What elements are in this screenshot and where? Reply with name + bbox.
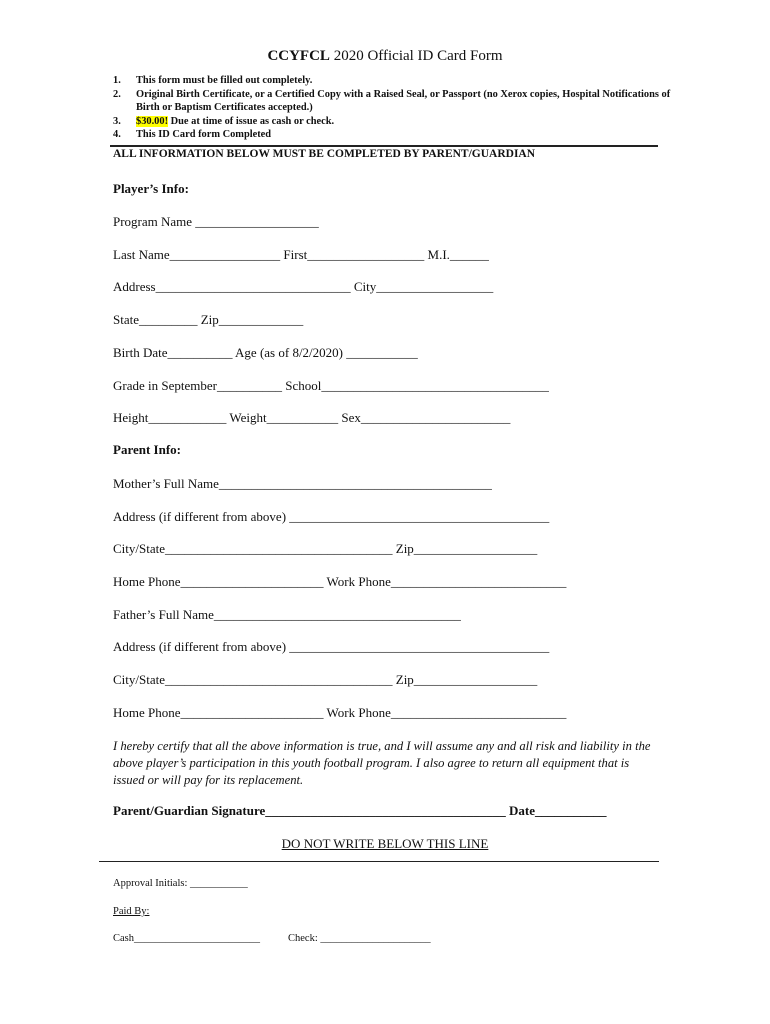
instruction-item: 3. $30.00! Due at time of issue as cash or check. <box>113 115 335 127</box>
fee-highlight: $30.00! <box>136 115 169 127</box>
all-info-notice: ALL INFORMATION BELOW MUST BE COMPLETED BY PARENT/GUARDIAN <box>113 148 536 160</box>
parent-info-heading: Parent Info: <box>113 442 182 457</box>
instruction-item: 4. This ID Card form Completed <box>113 129 272 140</box>
height-weight-sex-field[interactable]: Height____________ Weight___________ Sex_______________________ <box>113 410 511 425</box>
mother-city-zip-field[interactable]: City/State___________________________________ Zip___________________ <box>113 541 538 556</box>
player-address-field[interactable]: Address______________________________ City__________________ <box>113 279 494 294</box>
top-divider <box>110 145 658 147</box>
form-title-org: CCYFCL <box>267 48 330 64</box>
form-title-text: 2020 Official ID Card Form <box>329 48 503 64</box>
mother-address-field[interactable]: Address (if different from above) ________________________________________ <box>113 509 550 524</box>
birth-date-age-field[interactable]: Birth Date__________ Age (as of 8/2/2020) ___________ <box>113 345 418 360</box>
approval-initials-field[interactable]: Approval Initials: ___________ <box>113 878 248 889</box>
instructions-list <box>113 74 673 142</box>
instruction-item: 1. This form must be filled out completely. <box>113 75 313 86</box>
father-address-field[interactable]: Address (if different from above) ________________________________________ <box>113 639 550 654</box>
player-info-heading: Player’s Info: <box>113 181 189 196</box>
certification-statement: I hereby certify that all the above information is true, and I will assume any and all risk and liability in the above player’s participation in this youth football program. I also agree to return all equipment that is issued or will pay for its replacement. <box>113 739 651 787</box>
instruction-item: 2. Original Birth Certificate, or a Certified Copy with a Raised Seal, or Passport (no Xerox copies, Hospital Notifications of Birth or Baptism Certificates accepted.) <box>113 88 671 113</box>
cash-field[interactable]: Cash________________________ <box>113 933 260 944</box>
mother-phone-field[interactable]: Home Phone______________________ Work Phone___________________________ <box>113 574 567 589</box>
player-name-field[interactable]: Last Name_________________ First__________________ M.I.______ <box>113 247 489 262</box>
form-title <box>0 48 770 65</box>
father-phone-field[interactable]: Home Phone______________________ Work Phone___________________________ <box>113 705 567 720</box>
program-name-field[interactable]: Program Name ___________________ <box>113 214 319 229</box>
father-name-field[interactable]: Father’s Full Name______________________________________ <box>113 607 461 622</box>
grade-school-field[interactable]: Grade in September__________ School___________________________________ <box>113 378 549 393</box>
bottom-divider <box>99 861 659 862</box>
father-city-zip-field[interactable]: City/State___________________________________ Zip___________________ <box>113 672 538 687</box>
mother-name-field[interactable]: Mother’s Full Name__________________________________________ <box>113 476 492 491</box>
do-not-write-notice: DO NOT WRITE BELOW THIS LINE <box>281 836 489 851</box>
paid-by-label: Paid By: <box>113 906 150 917</box>
signature-date-field[interactable]: Parent/Guardian Signature_____________________________________ Date___________ <box>113 803 607 818</box>
player-state-zip-field[interactable]: State_________ Zip_____________ <box>113 312 304 327</box>
check-field[interactable]: Check: _____________________ <box>288 933 431 944</box>
